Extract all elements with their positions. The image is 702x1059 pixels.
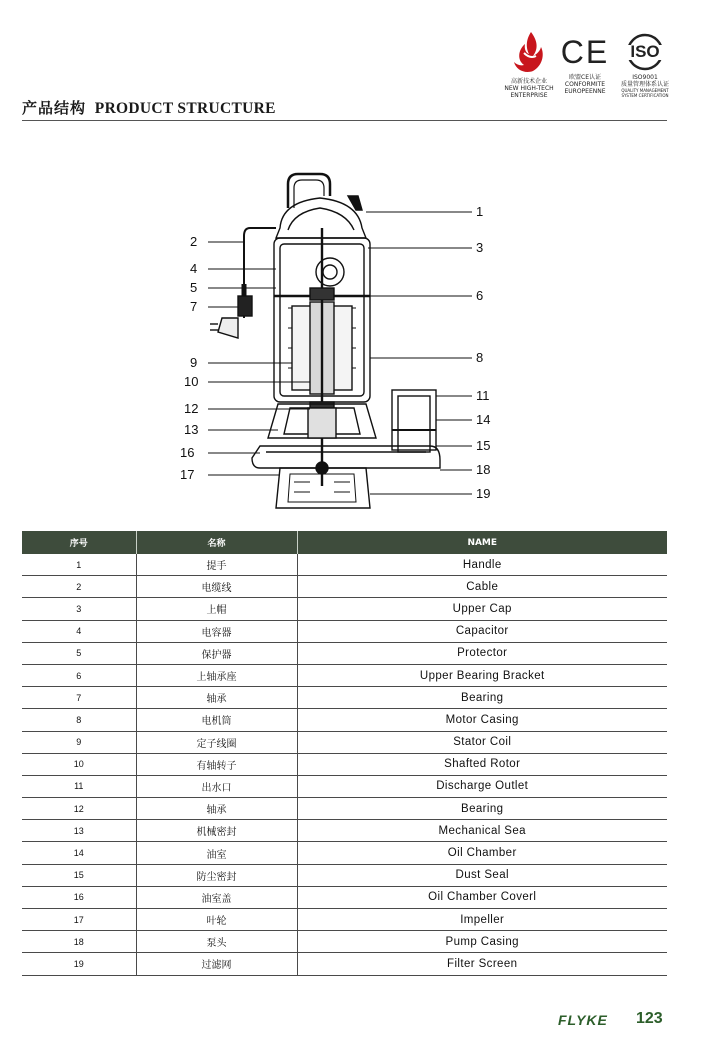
iso-caption: ISO9001 质量管理体系认证 QUALITY MANAGEMENT SYSTEM CERTIFICATION — [620, 74, 669, 98]
cell-cn: 叶轮 — [136, 909, 297, 931]
cell-cn: 泵头 — [136, 931, 297, 953]
cell-name: Upper Bearing Bracket — [297, 664, 667, 686]
callout-9: 9 — [190, 355, 198, 370]
table-row — [22, 820, 667, 842]
cell-cn: 轴承 — [136, 798, 297, 820]
cell-name: Dust Seal — [297, 864, 667, 886]
iso-certification — [612, 30, 678, 98]
cell-cn: 电缆线 — [136, 576, 297, 598]
cell-no: 14 — [22, 842, 136, 864]
callout-19: 19 — [476, 486, 491, 501]
cell-cn: 油室盖 — [136, 886, 297, 908]
cell-cn: 上轴承座 — [136, 664, 297, 686]
cell-no: 5 — [22, 642, 136, 664]
cell-name: Cable — [297, 576, 667, 598]
cell-cn: 定子线圈 — [136, 731, 297, 753]
table-row — [22, 864, 667, 886]
header-en-name: NAME — [297, 531, 667, 554]
cell-no: 11 — [22, 775, 136, 797]
cell-name: Motor Casing — [297, 709, 667, 731]
cell-no: 4 — [22, 620, 136, 642]
cell-cn: 上帽 — [136, 598, 297, 620]
table-row — [22, 798, 667, 820]
callout-5: 5 — [190, 280, 198, 295]
cell-name: Shafted Rotor — [297, 753, 667, 775]
cell-no: 9 — [22, 731, 136, 753]
callout-6: 6 — [476, 288, 484, 303]
section-title — [22, 97, 276, 118]
table-row — [22, 576, 667, 598]
table-row — [22, 598, 667, 620]
callout-17: 17 — [180, 467, 195, 482]
cell-name: Stator Coil — [297, 731, 667, 753]
cell-name: Handle — [297, 554, 667, 576]
ce-certification — [560, 30, 610, 95]
callout-8: 8 — [476, 350, 484, 365]
callout-14: 14 — [476, 412, 491, 427]
table-row — [22, 842, 667, 864]
table-row — [22, 687, 667, 709]
table-row — [22, 909, 667, 931]
table-row — [22, 731, 667, 753]
parts-table-body — [22, 554, 667, 975]
parts-table — [22, 531, 667, 976]
cell-no: 8 — [22, 709, 136, 731]
cell-no: 13 — [22, 820, 136, 842]
cell-cn: 油室 — [136, 842, 297, 864]
callout-12: 12 — [184, 401, 199, 416]
table-row — [22, 554, 667, 576]
cell-name: Bearing — [297, 798, 667, 820]
cell-name: Filter Screen — [297, 953, 667, 975]
callout-13: 13 — [184, 422, 199, 437]
cell-cn: 保护器 — [136, 642, 297, 664]
pump-drawing — [210, 174, 440, 508]
cell-name: Mechanical Sea — [297, 820, 667, 842]
cell-cn: 提手 — [136, 554, 297, 576]
cell-no: 2 — [22, 576, 136, 598]
pump-cross-section-diagram — [170, 168, 510, 518]
cell-cn: 机械密封 — [136, 820, 297, 842]
cell-name: Upper Cap — [297, 598, 667, 620]
cell-no: 3 — [22, 598, 136, 620]
table-row — [22, 775, 667, 797]
cell-no: 1 — [22, 554, 136, 576]
table-row — [22, 953, 667, 975]
cell-name: Pump Casing — [297, 931, 667, 953]
ce-mark-icon: CE — [560, 34, 610, 70]
cell-name: Impeller — [297, 909, 667, 931]
callout-2: 2 — [190, 234, 198, 249]
cell-no: 18 — [22, 931, 136, 953]
callout-3: 3 — [476, 240, 484, 255]
cell-cn: 出水口 — [136, 775, 297, 797]
high-tech-flame-logo-icon — [509, 30, 549, 74]
cell-cn: 电容器 — [136, 620, 297, 642]
cell-name: Oil Chamber — [297, 842, 667, 864]
cell-cn: 轴承 — [136, 687, 297, 709]
table-row — [22, 886, 667, 908]
flyke-brand-logo-icon — [556, 1011, 630, 1029]
cell-no: 15 — [22, 864, 136, 886]
cell-cn: 有轴转子 — [136, 753, 297, 775]
parts-table-header — [22, 531, 667, 554]
cell-name: Protector — [297, 642, 667, 664]
cell-no: 10 — [22, 753, 136, 775]
cell-cn: 防尘密封 — [136, 864, 297, 886]
table-row — [22, 709, 667, 731]
high-tech-caption: 高新技术企业 NEW HIGH-TECH ENTERPRISE — [504, 78, 554, 99]
cell-name: Discharge Outlet — [297, 775, 667, 797]
svg-text:FLYKE: FLYKE — [558, 1012, 608, 1028]
callout-11: 11 — [476, 388, 490, 403]
title-divider — [22, 120, 667, 121]
callout-1: 1 — [476, 204, 484, 219]
callout-15: 15 — [476, 438, 491, 453]
page-number: 123 — [636, 1010, 663, 1027]
callout-16: 16 — [180, 445, 195, 460]
table-row — [22, 620, 667, 642]
callout-7: 7 — [190, 299, 198, 314]
cell-name: Capacitor — [297, 620, 667, 642]
table-row — [22, 642, 667, 664]
table-row — [22, 931, 667, 953]
cell-cn: 过滤网 — [136, 953, 297, 975]
section-title-cn: 产品结构 — [22, 99, 87, 117]
cell-name: Bearing — [297, 687, 667, 709]
callout-4: 4 — [190, 261, 198, 276]
cell-no: 17 — [22, 909, 136, 931]
cell-no: 12 — [22, 798, 136, 820]
iso-badge-icon: ISO — [612, 30, 678, 74]
table-row — [22, 753, 667, 775]
cell-no: 16 — [22, 886, 136, 908]
cell-no: 6 — [22, 664, 136, 686]
table-row — [22, 664, 667, 686]
cell-cn: 电机筒 — [136, 709, 297, 731]
callout-18: 18 — [476, 462, 491, 477]
cell-name: Oil Chamber Coverl — [297, 886, 667, 908]
high-tech-enterprise-certification — [500, 30, 558, 99]
callout-10: 10 — [184, 374, 199, 389]
cell-no: 19 — [22, 953, 136, 975]
section-title-en: PRODUCT STRUCTURE — [94, 100, 276, 117]
ce-caption: 欧盟CE认证 CONFORMITE EUROPEENNE — [564, 74, 606, 95]
header-cn-name: 名称 — [136, 531, 297, 554]
header-no: 序号 — [22, 531, 136, 554]
cell-no: 7 — [22, 687, 136, 709]
